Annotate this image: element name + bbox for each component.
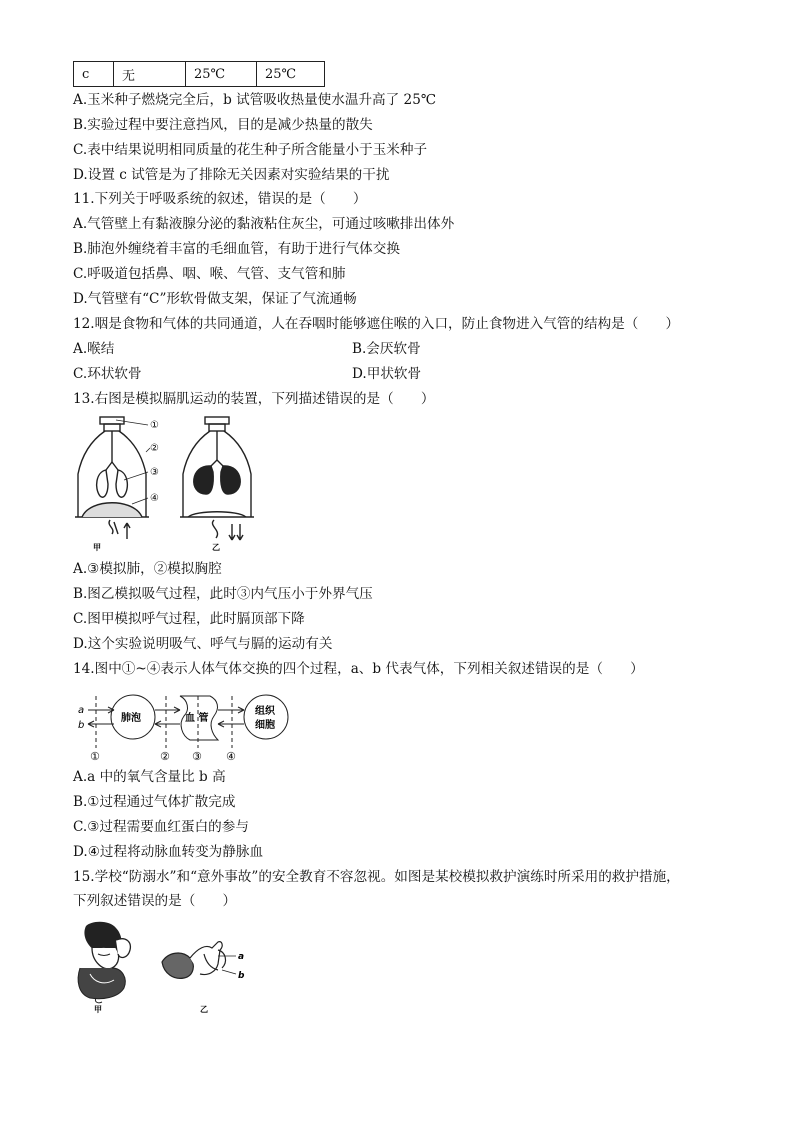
label-1: ① — [150, 420, 159, 431]
q15-stem-line1: 15.学校“防溺水”和“意外事故”的安全教育不容忽视。如图是某校模拟救护演练时所采用的救护措施， — [73, 869, 680, 885]
diaphragm-model-figure — [72, 414, 262, 554]
label-a: a — [238, 952, 245, 962]
q12-option-b: B.会厌软骨 — [352, 341, 421, 357]
bell-jar-right — [180, 417, 254, 540]
alveolus-label: 肺泡 — [121, 713, 141, 724]
q13-option-a: A.③模拟肺，②模拟胸腔 — [73, 561, 222, 577]
q11-option-d: D.气管壁有“C”形软骨做支架，保证了气流通畅 — [73, 291, 357, 307]
q14-option-b: B.①过程通过气体扩散完成 — [73, 794, 236, 810]
q12-option-d: D.甲状软骨 — [352, 366, 422, 382]
gas-b-label: b — [78, 720, 85, 731]
process-1: ① — [90, 750, 100, 763]
q11-option-c: C.呼吸道包括鼻、咽、喉、气管、支气管和肺 — [73, 266, 346, 282]
label-4: ④ — [150, 493, 159, 504]
q14-option-d: D.④过程将动脉血转变为静脉血 — [73, 844, 264, 860]
figure-caption-right: 乙 — [212, 543, 220, 552]
q13-option-b: B.图乙模拟吸气过程，此时③内气压小于外界气压 — [73, 586, 373, 602]
figure-caption-right: 乙 — [200, 1005, 208, 1014]
q14-option-a: A.a 中的氧气含量比 b 高 — [73, 769, 226, 785]
q12-stem: 12.咽是食物和气体的共同通道，人在吞咽时能够遮住喉的入口，防止食物进入气管的结构是（ ） — [73, 316, 680, 332]
q13-option-d: D.这个实验说明吸气、呼气与膈的运动有关 — [73, 636, 333, 652]
tissue-label-2: 细胞 — [255, 720, 275, 731]
table-cell: 无 — [114, 62, 186, 87]
process-3: ③ — [192, 750, 202, 763]
figure-caption-left: 甲 — [93, 543, 101, 552]
vessel-label: 血 管 — [185, 713, 209, 724]
q13-option-c: C.图甲模拟呼气过程，此时膈顶部下降 — [73, 611, 305, 627]
label-b: b — [238, 971, 245, 981]
q11-option-b: B.肺泡外缠绕着丰富的毛细血管，有助于进行气体交换 — [73, 241, 400, 257]
gas-exchange-figure — [74, 688, 294, 764]
rescue-figure — [72, 918, 262, 1018]
q11-stem: 11.下列关于呼吸系统的叙述，错误的是（ ） — [73, 191, 367, 207]
rescue-figure-right — [162, 942, 236, 979]
table-cell: 25℃ — [186, 62, 257, 87]
q11-option-a: A.气管壁上有黏液腺分泌的黏液粘住灰尘，可通过咳嗽排出体外 — [73, 216, 455, 232]
q15-stem-line2: 下列叙述错误的是（ ） — [73, 893, 237, 909]
q12-option-a: A.喉结 — [73, 341, 115, 357]
q10-option-c: C.表中结果说明相同质量的花生种子所含能量小于玉米种子 — [73, 142, 428, 158]
q14-stem: 14.图中①~④表示人体气体交换的四个过程，a、b 代表气体，下列相关叙述错误的是（ ） — [73, 661, 644, 677]
bell-jar-left — [75, 417, 149, 539]
q10-option-a: A.玉米种子燃烧完全后，b 试管吸收热量使水温升高了 25℃ — [73, 92, 437, 108]
table-row — [74, 62, 325, 87]
q14-option-c: C.③过程需要血红蛋白的参与 — [73, 819, 249, 835]
tissue-label-1: 组织 — [255, 706, 275, 717]
figure-caption-left: 甲 — [94, 1005, 102, 1014]
rescue-figure-left — [78, 922, 130, 1003]
label-2: ② — [150, 443, 159, 454]
result-table — [73, 61, 325, 87]
table-cell: c — [74, 62, 114, 87]
table-cell: 25℃ — [257, 62, 325, 87]
q10-option-b: B.实验过程中要注意挡风，目的是减少热量的散失 — [73, 117, 373, 133]
q13-stem: 13.右图是模拟膈肌运动的装置，下列描述错误的是（ ） — [73, 391, 435, 407]
process-2: ② — [160, 750, 170, 763]
process-4: ④ — [226, 750, 236, 763]
q10-option-d: D.设置 c 试管是为了排除无关因素对实验结果的干扰 — [73, 167, 390, 183]
gas-a-label: a — [78, 705, 85, 716]
q12-option-c: C.环状软骨 — [73, 366, 142, 382]
label-3: ③ — [150, 467, 159, 478]
